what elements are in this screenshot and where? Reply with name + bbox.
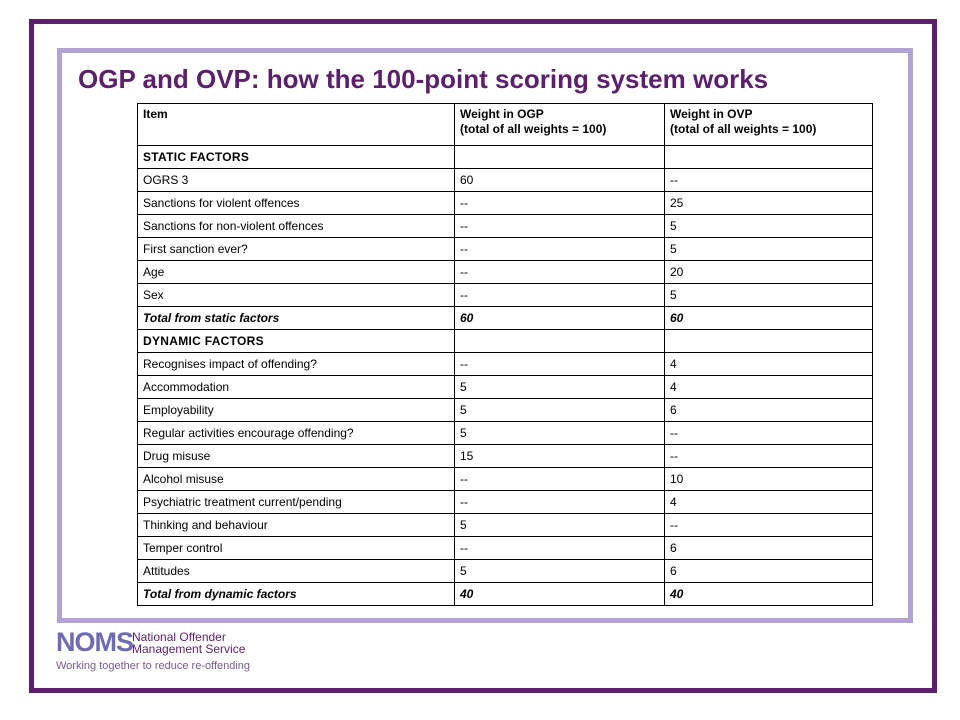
cell-ovp-weight: 4 bbox=[665, 376, 873, 399]
table-row bbox=[138, 261, 873, 284]
cell-ovp-weight: 6 bbox=[665, 537, 873, 560]
cell-item: First sanction ever? bbox=[138, 238, 455, 261]
table-row bbox=[138, 215, 873, 238]
cell-item: Psychiatric treatment current/pending bbox=[138, 491, 455, 514]
cell-ovp-weight: 4 bbox=[665, 353, 873, 376]
table-row bbox=[138, 169, 873, 192]
section-label: STATIC FACTORS bbox=[138, 146, 455, 169]
cell-ovp-weight: 60 bbox=[665, 307, 873, 330]
logo-org-line1: National Offender bbox=[132, 630, 226, 644]
cell-ovp-weight: -- bbox=[665, 169, 873, 192]
cell-ogp-weight: -- bbox=[455, 284, 665, 307]
cell-ogp-weight: 5 bbox=[455, 399, 665, 422]
section-label: DYNAMIC FACTORS bbox=[138, 330, 455, 353]
cell-item: Total from static factors bbox=[138, 307, 455, 330]
cell-ogp-weight: -- bbox=[455, 537, 665, 560]
cell-ogp-weight: -- bbox=[455, 468, 665, 491]
cell-ogp-weight: -- bbox=[455, 238, 665, 261]
empty-cell bbox=[455, 330, 665, 353]
static-factors-heading bbox=[138, 146, 873, 169]
cell-ovp-weight: 10 bbox=[665, 468, 873, 491]
cell-ovp-weight: 4 bbox=[665, 491, 873, 514]
table-row bbox=[138, 468, 873, 491]
cell-item: Drug misuse bbox=[138, 445, 455, 468]
table-header-row bbox=[138, 104, 873, 146]
cell-item: Thinking and behaviour bbox=[138, 514, 455, 537]
page-title: OGP and OVP: how the 100-point scoring system works bbox=[78, 64, 769, 94]
cell-ogp-weight: 60 bbox=[455, 307, 665, 330]
table-row bbox=[138, 422, 873, 445]
cell-item: Sanctions for non-violent offences bbox=[138, 215, 455, 238]
cell-item: Accommodation bbox=[138, 376, 455, 399]
cell-item: Temper control bbox=[138, 537, 455, 560]
cell-ogp-weight: -- bbox=[455, 491, 665, 514]
cell-ovp-weight: 20 bbox=[665, 261, 873, 284]
cell-item: Recognises impact of offending? bbox=[138, 353, 455, 376]
cell-ogp-weight: -- bbox=[455, 261, 665, 284]
table-row bbox=[138, 192, 873, 215]
cell-ogp-weight: -- bbox=[455, 353, 665, 376]
cell-ogp-weight: 5 bbox=[455, 422, 665, 445]
table-row bbox=[138, 491, 873, 514]
cell-ogp-weight: -- bbox=[455, 215, 665, 238]
cell-ovp-weight: 5 bbox=[665, 238, 873, 261]
header-ogp: Weight in OGP (total of all weights = 100) bbox=[455, 104, 665, 146]
cell-item: OGRS 3 bbox=[138, 169, 455, 192]
cell-item: Age bbox=[138, 261, 455, 284]
table-body bbox=[138, 146, 873, 606]
cell-ogp-weight: 40 bbox=[455, 583, 665, 606]
logo-org-line2: Management Service bbox=[132, 642, 246, 656]
dynamic-factors-heading bbox=[138, 330, 873, 353]
noms-logo bbox=[56, 629, 296, 679]
cell-item: Regular activities encourage offending? bbox=[138, 422, 455, 445]
table-row bbox=[138, 238, 873, 261]
empty-cell bbox=[665, 146, 873, 169]
empty-cell bbox=[665, 330, 873, 353]
cell-ogp-weight: 5 bbox=[455, 514, 665, 537]
cell-item: Sex bbox=[138, 284, 455, 307]
table-row bbox=[138, 353, 873, 376]
scoring-table bbox=[137, 103, 873, 606]
cell-ovp-weight: 25 bbox=[665, 192, 873, 215]
empty-cell bbox=[455, 146, 665, 169]
header-item: Item bbox=[138, 104, 455, 146]
table-row bbox=[138, 399, 873, 422]
table-row bbox=[138, 284, 873, 307]
dynamic-total-row bbox=[138, 583, 873, 606]
cell-ovp-weight: 6 bbox=[665, 560, 873, 583]
table-row bbox=[138, 537, 873, 560]
cell-ogp-weight: 60 bbox=[455, 169, 665, 192]
cell-item: Total from dynamic factors bbox=[138, 583, 455, 606]
logo-org-name bbox=[132, 631, 245, 655]
cell-item: Sanctions for violent offences bbox=[138, 192, 455, 215]
cell-item: Alcohol misuse bbox=[138, 468, 455, 491]
cell-ovp-weight: -- bbox=[665, 422, 873, 445]
cell-ovp-weight: 40 bbox=[665, 583, 873, 606]
header-ovp: Weight in OVP (total of all weights = 100) bbox=[665, 104, 873, 146]
cell-item: Employability bbox=[138, 399, 455, 422]
table-row bbox=[138, 376, 873, 399]
cell-ovp-weight: -- bbox=[665, 514, 873, 537]
table-row bbox=[138, 560, 873, 583]
cell-ovp-weight: 5 bbox=[665, 284, 873, 307]
logo-tagline: Working together to reduce re-offending bbox=[56, 660, 251, 672]
static-total-row bbox=[138, 307, 873, 330]
cell-ovp-weight: -- bbox=[665, 445, 873, 468]
logo-mark: NOMS bbox=[56, 627, 133, 657]
cell-ovp-weight: 6 bbox=[665, 399, 873, 422]
cell-ovp-weight: 5 bbox=[665, 215, 873, 238]
cell-item: Attitudes bbox=[138, 560, 455, 583]
cell-ogp-weight: 15 bbox=[455, 445, 665, 468]
table-row bbox=[138, 445, 873, 468]
cell-ogp-weight: 5 bbox=[455, 560, 665, 583]
cell-ogp-weight: -- bbox=[455, 192, 665, 215]
cell-ogp-weight: 5 bbox=[455, 376, 665, 399]
table-row bbox=[138, 514, 873, 537]
